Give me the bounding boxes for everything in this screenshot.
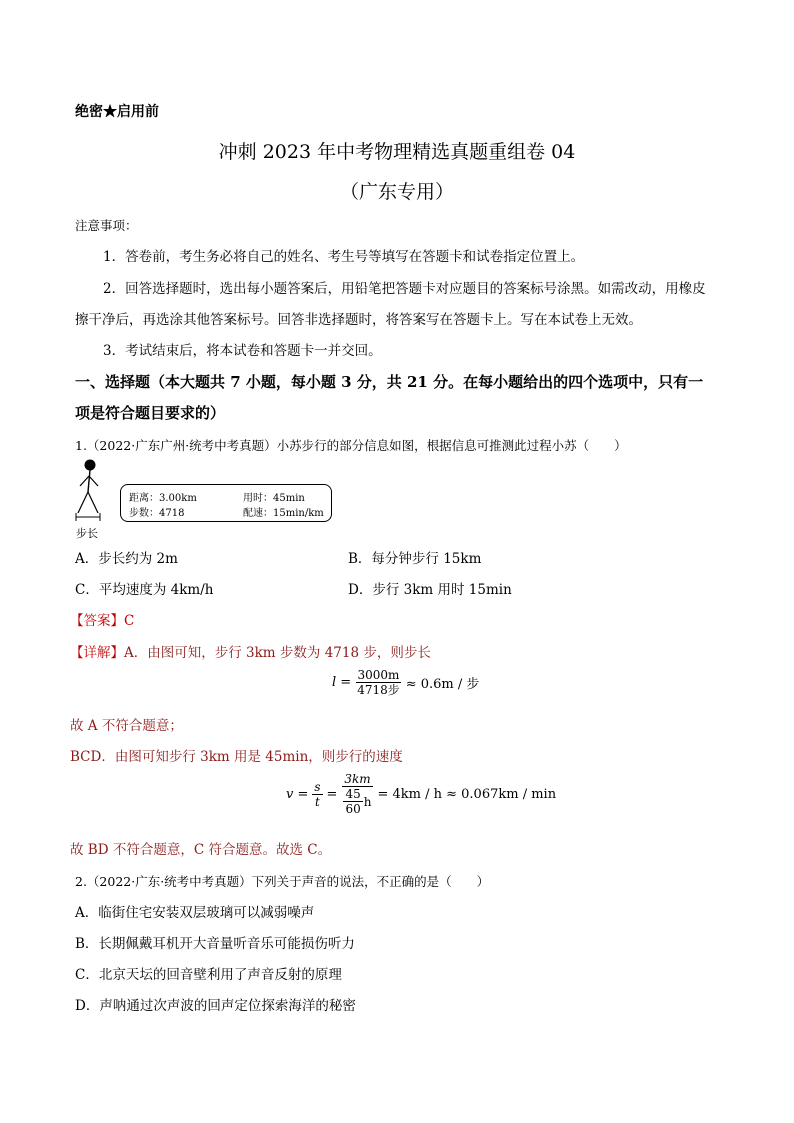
exam-subtitle: （广东专用） [339,181,454,203]
q1-option-a: A．步长约为 2m [75,551,178,567]
q1-option-d: D．步行 3km 用时 15min [348,582,512,598]
formula-step-length [332,668,479,697]
time-label: 用时：45min [243,493,305,504]
notice-heading: 注意事项： [75,218,138,233]
q2-option-d: D．声呐通过次声波的回声定位探索海洋的秘密 [75,998,356,1014]
formula2-eq: = [326,786,338,802]
step-length-caption: 步长 [76,527,98,540]
notice-item-3: 3．考试结束后，将本试卷和答题卡一并交回。 [103,343,382,359]
exam-title: 冲刺 2023 年中考物理精选真题重组卷 04 [218,141,576,163]
formula2-inner-fraction [343,787,362,816]
notice-item-1: 1．答卷前，考生务必将自己的姓名、考生号等填写在答题卡和试卷指定位置上。 [103,249,585,265]
formula1-fraction [355,668,402,697]
q2-option-c: C．北京天坛的回音壁利用了声音反射的原理 [75,967,342,983]
formula1-denominator: 4718步 [357,683,400,697]
formula2-lhs: v = [286,786,309,802]
walking-person-figure [68,458,118,526]
q1-option-c: C．平均速度为 4km/h [75,582,214,598]
q2-option-b: B．长期佩戴耳机开大音量听音乐可能损伤听力 [75,936,355,952]
formula1-numerator: 3000m [357,668,400,682]
formula2-s: s [314,779,321,794]
q1-answer: 【答案】C [70,613,135,629]
formula2-value-fraction [341,772,373,816]
notice-item-2: 2．回答选择题时，选出每小题答案后，用铅笔把答题卡对应题目的答案标号涂黑。如需改动，用橡皮 [103,281,706,297]
formula2-numerator: 3km [344,772,371,786]
formula2-inner-num: 45 [345,787,361,801]
formula2-denominator [341,787,373,816]
question-2-stem: 2.（2022·广东·统考中考真题）下列关于声音的说法，不正确的是（ ） [75,874,490,889]
section-heading: 一、选择题（本大题共 7 小题，每小题 3 分，共 21 分。在每小题给出的四个选项中，只有一 [75,373,704,391]
steps-label: 步数：4718 [129,508,185,519]
formula1-lhs: l = [332,675,352,690]
detail-text-1: A．由图可知，步行 3km 步数为 4718 步，则步长 [124,645,431,661]
formula2-st-fraction [312,780,322,809]
confidential-mark: 绝密★启用前 [75,104,159,120]
q1-detail-line-2: 故 A 不符合题意； [70,718,183,734]
formula2-t: t [315,794,320,809]
q1-detail-line-4: 故 BD 不符合题意，C 符合题意。故选 C。 [70,842,332,858]
distance-label: 距离：3.00km [129,493,197,504]
detail-tag: 【详解】 [70,645,124,661]
formula1-rhs: ≈ 0.6m / 步 [405,677,480,692]
q1-detail-line-3: BCD．由图可知步行 3km 用是 45min，则步行的速度 [70,749,403,765]
q2-option-a: A．临街住宅安装双层玻璃可以减弱噪声 [75,905,315,921]
notice-item-2-cont: 擦干净后，再选涂其他答案标号。回答非选择题时，将答案写在答题卡上。写在本试卷上无效。 [75,312,642,328]
walk-info-panel [120,484,332,522]
section-heading-cont: 项是符合题目要求的） [75,404,226,422]
pace-label: 配速：15min/km [243,508,324,519]
q1-option-b: B．每分钟步行 15km [348,551,482,567]
formula2-inner-den: 60 [345,802,361,816]
q1-detail-line-1 [70,643,431,663]
formula-speed [286,772,556,816]
formula2-rhs: = 4km / h ≈ 0.067km / min [377,786,557,802]
formula2-unit-h: h [363,794,372,809]
question-1-stem: 1.（2022·广东广州·统考中考真题）小苏步行的部分信息如图，根据信息可推测此过程小苏（ ） [75,438,627,453]
